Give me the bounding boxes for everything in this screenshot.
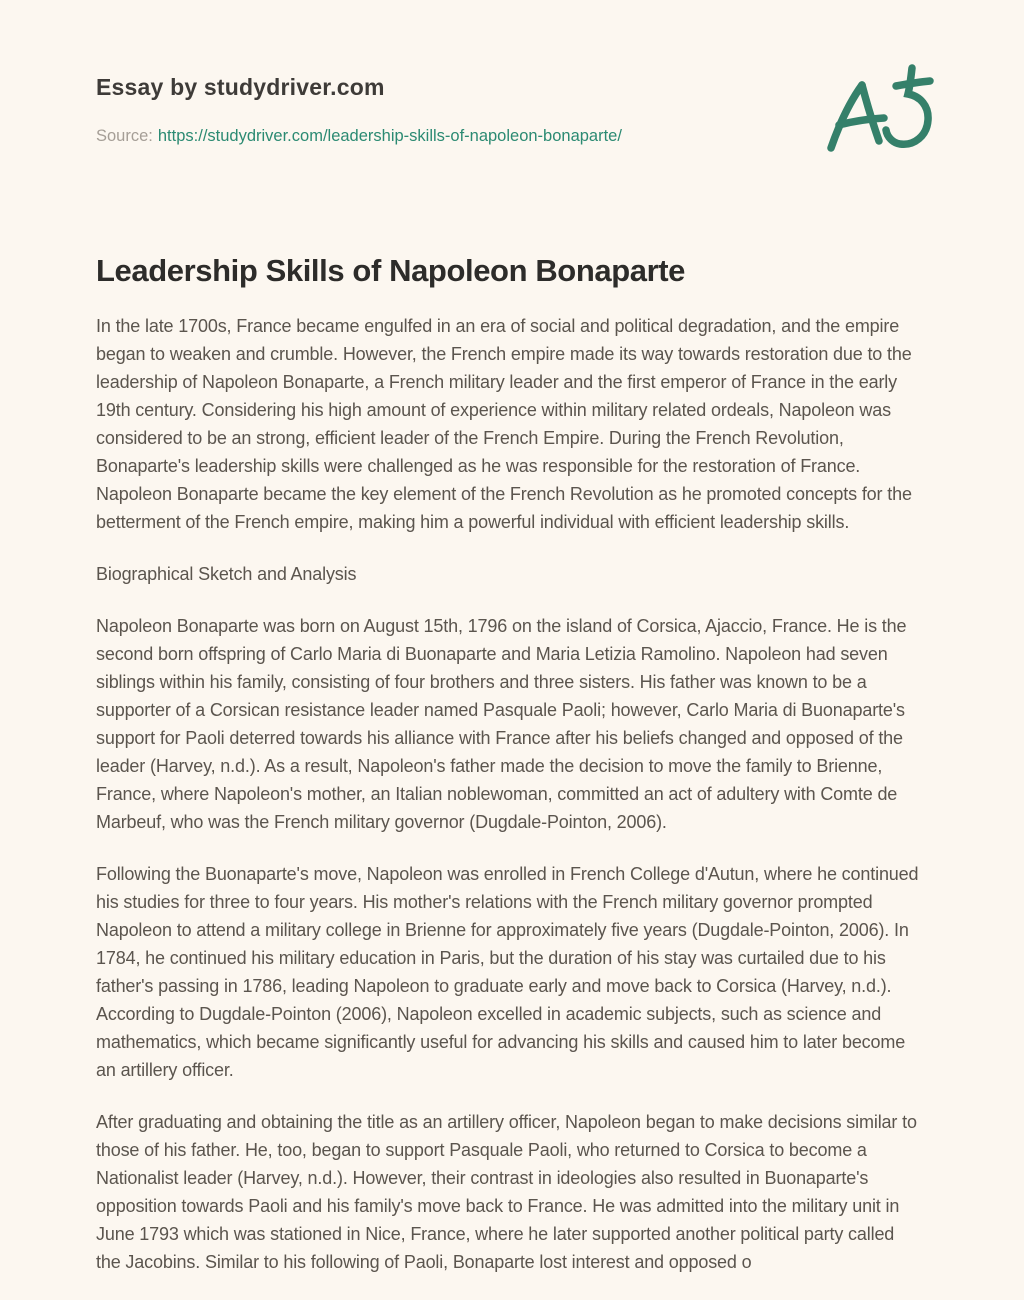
paragraph-education: Following the Buonaparte's move, Napoleon was enrolled in French College d'Autun, where he continued his studies for three to four years. His mother's relations with the French military governor prompted Napoleon to attend a military college in Brienne for approximately five years (Dugdale-Pointon, 2006). In 1784, he continued his military education in Paris, but the duration of his stay was curtailed due to his father's passing in 1786, leading Napoleon to graduate early and move back to Corsica (Harvey, n.d.). According to Dugdale-Pointon (2006), Napoleon excelled in academic subjects, such as science and mathematics, which became significantly useful for advancing his skills and caused him to later become an artillery officer. <box>96 864 919 1080</box>
paragraph-military-career: After graduating and obtaining the title as an artillery officer, Napoleon began to make decisions similar to those of his father. He, too, began to support Pasquale Paoli, who returned to Corsica to become a Nationalist leader (Harvey, n.d.). However, their contrast in ideologies also resulted in Buonaparte's opposition towards Paoli and his family's move back to France. He was admitted into the military unit in June 1793 which was stationed in Nice, France, where he later supported another political party called the Jacobins. Similar to his following of Paoli, Bonaparte lost interest and opposed o <box>96 1112 917 1272</box>
essay-content <box>96 252 922 1300</box>
section-heading-biographical-sketch: Biographical Sketch and Analysis <box>96 564 357 584</box>
essay-title: Leadership Skills of Napoleon Bonaparte <box>96 253 686 288</box>
source-url-link[interactable]: https://studydriver.com/leadership-skills-of-napoleon-bonaparte/ <box>157 127 622 145</box>
source-line <box>96 127 622 146</box>
a-plus-logo-icon <box>816 58 938 178</box>
paragraph-birth-family: Napoleon Bonaparte was born on August 15th, 1796 on the island of Corsica, Ajaccio, France. He is the second born offspring of Carlo Maria di Buonaparte and Maria Letizia Ramolino. Napoleon had seven siblings within his family, consisting of four brothers and three sisters. His father was known to be a supporter of a Corsican resistance leader named Pasquale Paoli; however, Carlo Maria di Buonaparte's support for Paoli deterred towards his alliance with France after his beliefs changed and opposed of the leader (Harvey, n.d.). As a result, Napoleon's father made the decision to move the family to Brienne, France, where Napoleon's mother, an Italian noblewoman, committed an act of adultery with Comte de Marbeuf, who was the French military governor (Dugdale-Pointon, 2006). <box>96 616 907 832</box>
source-label: Source: <box>96 127 153 145</box>
paragraph-introduction: In the late 1700s, France became engulfed in an era of social and political degradation, and the empire began to weaken and crumble. However, the French empire made its way towards restoration due to the leadership of Napoleon Bonaparte, a French military leader and the first emperor of France in the early 19th century. Considering his high amount of experience within military related ordeals, Napoleon was considered to be an strong, efficient leader of the French Empire. During the French Revolution, Bonaparte's leadership skills were challenged as he was responsible for the restoration of France. Napoleon Bonaparte became the key element of the French Revolution as he promoted concepts for the betterment of the French empire, making him a powerful individual with efficient leadership skills. <box>96 316 912 532</box>
brand-title: Essay by studydriver.com <box>96 74 385 100</box>
